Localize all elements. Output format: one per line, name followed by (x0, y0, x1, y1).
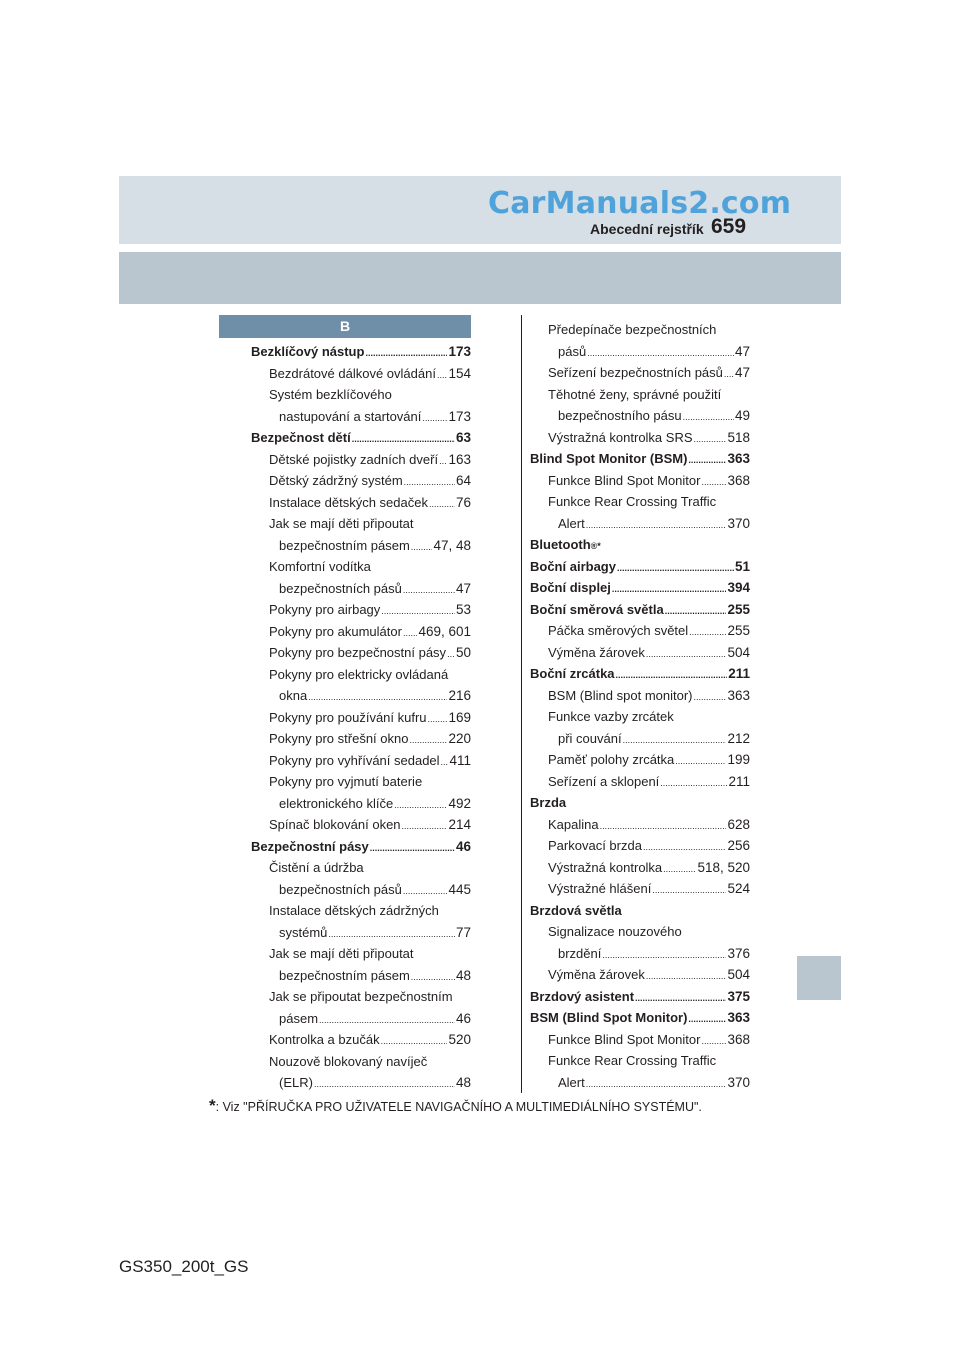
dot-leader (701, 472, 726, 494)
dot-leader (586, 1074, 727, 1096)
dot-leader (694, 687, 727, 709)
dot-leader (411, 967, 455, 989)
index-entry (251, 535, 471, 557)
index-entry (251, 986, 471, 1008)
index-entry-page: 445 (448, 881, 471, 897)
index-entry-page: 49 (734, 408, 750, 423)
index-entry (530, 814, 750, 836)
index-entry-page: 173 (448, 344, 471, 359)
index-column-right (530, 319, 750, 1093)
index-entry-term: Bezklíčový nástup (251, 344, 365, 359)
index-entry (530, 943, 750, 965)
index-entry-term: Brzdový asistent (530, 988, 635, 1004)
index-entry (530, 513, 750, 535)
index-entry (251, 836, 471, 858)
index-entry: Bluetooth ®* (530, 534, 750, 556)
index-entry-term: Funkce vazby zrcátek (548, 709, 674, 724)
index-entry-page: 48 (455, 967, 471, 983)
index-entry (251, 427, 471, 449)
index-entry (530, 964, 750, 986)
dot-leader (646, 644, 727, 666)
index-entry (530, 986, 750, 1008)
dot-leader (612, 579, 727, 601)
index-entry (251, 642, 471, 664)
index-entry-page: 220 (448, 731, 471, 746)
index-entry-term: Výstražná kontrolka (548, 859, 663, 875)
chapter-side-tab (797, 956, 841, 1000)
index-entry-page: 211 (728, 666, 750, 681)
index-entry-term: Jak se mají děti připoutat (269, 946, 414, 961)
index-entry-term: Bezpečnostní pásy (251, 838, 369, 854)
index-entry-page: 163 (448, 451, 471, 467)
index-entry-page: 518, 520 (697, 859, 750, 875)
index-entry (251, 1008, 471, 1030)
index-entry (251, 922, 471, 944)
index-entry-page: 76 (455, 494, 471, 510)
index-column-left (251, 341, 471, 1094)
index-entry (251, 363, 471, 385)
index-entry-term: systémů (279, 924, 328, 940)
index-entry-page: 46 (455, 1010, 471, 1026)
dot-leader (328, 924, 455, 946)
index-entry-term: Dětské pojistky zadních dveří (269, 451, 439, 467)
dot-leader (314, 1074, 455, 1096)
index-entry-term: Komfortní vodítka (269, 559, 371, 574)
index-entry-page: 368 (727, 1031, 750, 1047)
index-entry (530, 749, 750, 771)
index-entry-page: 255 (727, 601, 750, 617)
index-entry-term: Čistění a údržba (269, 860, 364, 875)
index-entry-page: 216 (448, 688, 471, 703)
index-entry (530, 921, 750, 943)
index-entry (251, 578, 471, 600)
dot-leader (403, 580, 455, 602)
index-entry (530, 448, 750, 470)
index-entry (251, 1029, 471, 1051)
index-entry-term: Boční zrcátka (530, 666, 615, 681)
index-entry (530, 771, 750, 793)
index-entry (251, 857, 471, 879)
dot-leader (683, 407, 734, 429)
index-entry-term: Jak se připoutat bezpečnostním (269, 989, 453, 1004)
dot-leader (617, 558, 734, 580)
index-entry-page: 363 (727, 687, 750, 703)
index-entry (251, 793, 471, 815)
index-entry-page: 50 (455, 645, 471, 660)
index-entry-term: Dětský zádržný systém (269, 473, 403, 488)
index-entry-page: 256 (727, 838, 750, 853)
index-entry-term: Kontrolka a bzučák (269, 1032, 380, 1047)
dot-leader (428, 709, 448, 731)
index-entry (530, 1029, 750, 1051)
index-entry (530, 470, 750, 492)
index-entry-term: pásů (558, 343, 587, 359)
index-entry-page: 363 (727, 451, 750, 466)
index-entry-page: 504 (727, 967, 750, 982)
dot-leader (688, 450, 726, 472)
index-entry-page: 47 (734, 343, 750, 359)
index-entry (251, 1072, 471, 1094)
index-entry (251, 341, 471, 363)
index-entry-term: Seřízení bezpečnostních pásů (548, 365, 723, 380)
index-entry-page: 376 (727, 945, 750, 961)
index-entry-page: 469, 601 (418, 623, 471, 639)
index-entry-page: 520 (448, 1032, 471, 1047)
dot-leader (437, 365, 448, 387)
index-entry-page: 363 (727, 1010, 750, 1025)
index-entry (530, 685, 750, 707)
index-entry-page: 47, 48 (433, 537, 471, 553)
index-entry-page: 214 (448, 817, 471, 832)
index-entry-term: Boční airbagy (530, 558, 616, 574)
index-entry-term: Seřízení a sklopení (548, 773, 660, 789)
index-entry-term: Bezdrátové dálkové ovládání (269, 365, 436, 381)
index-entry-page: 368 (727, 472, 750, 488)
index-entry-page: 370 (727, 515, 750, 531)
index-entry (530, 599, 750, 621)
index-entry (251, 728, 471, 750)
index-entry (251, 470, 471, 492)
index-entry-term: Paměť polohy zrcátka (548, 752, 675, 767)
index-entry-term: Funkce Blind Spot Monitor (548, 472, 701, 488)
index-entry-term: Funkce Blind Spot Monitor (548, 1031, 701, 1047)
dot-leader (643, 837, 727, 859)
index-entry-term: Brzdová světla (530, 902, 622, 918)
index-entry-term: Výměna žárovek (548, 967, 645, 982)
index-entry-term: Předepínače bezpečnostních (548, 322, 717, 337)
dot-leader (688, 1009, 726, 1031)
dot-leader (652, 880, 726, 902)
index-entry-page: 504 (727, 644, 750, 660)
index-entry-term: brzdění (558, 945, 602, 961)
index-entry-term: Alert (558, 1074, 585, 1090)
model-code: GS350_200t_GS (119, 1257, 249, 1276)
index-entry-term: Pokyny pro elektricky ovládaná (269, 666, 449, 682)
index-entry-term: Instalace dětských sedaček (269, 494, 428, 510)
index-entry-page: 64 (455, 473, 471, 488)
index-entry (530, 1050, 750, 1072)
index-entry-term: bezpečnostním pásem (279, 537, 410, 553)
index-entry (530, 878, 750, 900)
index-entry-page: 46 (455, 838, 471, 854)
dot-leader (439, 451, 447, 473)
dot-leader (586, 515, 727, 537)
index-entry (251, 707, 471, 729)
index-entry-term: Funkce Rear Crossing Traffic (548, 1053, 717, 1068)
dot-leader (394, 795, 447, 817)
index-entry-page: 375 (727, 988, 750, 1004)
index-entry (251, 599, 471, 621)
index-entry-term: Systém bezklíčového (269, 387, 392, 402)
dot-leader (352, 429, 455, 451)
dot-leader (381, 601, 455, 623)
dot-leader (694, 429, 727, 451)
index-entry (530, 427, 750, 449)
index-entry-term: Kapalina (548, 816, 599, 832)
index-entry-page: 370 (727, 1074, 750, 1090)
index-entry-page: 394 (727, 580, 750, 595)
index-entry (251, 513, 471, 535)
index-entry-page: 212 (727, 730, 750, 746)
index-entry-term: bezpečnostních pásů (279, 881, 402, 897)
dot-leader (308, 687, 447, 709)
index-entry-page: 47 (455, 580, 471, 596)
index-entry-term: BSM (Blind spot monitor) (548, 687, 693, 703)
index-entry-page: 518 (727, 429, 750, 445)
index-entry-term: Výměna žárovek (548, 644, 645, 660)
index-entry-term: pásem (279, 1010, 319, 1026)
index-entry-term: elektronického klíče (279, 795, 394, 811)
index-entry (251, 943, 471, 965)
dot-leader (411, 537, 433, 559)
index-entry-term: Boční displej (530, 580, 611, 595)
dot-leader (404, 472, 455, 494)
index-entry (530, 1072, 750, 1094)
dot-leader (447, 644, 455, 666)
index-entry (251, 384, 471, 406)
index-entry (251, 492, 471, 514)
index-entry-page: 169 (448, 709, 471, 725)
dot-leader (365, 343, 447, 365)
dot-leader (429, 494, 455, 516)
dot-leader (441, 752, 449, 774)
index-entry-page: 63 (455, 430, 471, 445)
index-entry-term: Jak se mají děti připoutat (269, 516, 414, 531)
dot-leader (422, 408, 447, 430)
dot-leader (635, 988, 726, 1010)
index-entry-term: okna (279, 688, 308, 703)
dot-leader (665, 601, 727, 623)
index-entry-term: Pokyny pro vyjmutí baterie (269, 774, 423, 789)
index-entry-term: bezpečnostních pásů (279, 580, 402, 596)
index-entry (530, 341, 750, 363)
index-entry-page: 154 (448, 365, 471, 381)
index-entry (530, 620, 750, 642)
index-entry-term: Signalizace nouzového (548, 924, 682, 939)
dot-leader (646, 966, 727, 988)
dot-leader (675, 751, 726, 773)
footnote-marker: * (209, 1096, 216, 1115)
index-entry (530, 319, 750, 341)
index-entry (251, 750, 471, 772)
index-entry (251, 406, 471, 428)
header-band (119, 252, 841, 304)
index-letter-header: B (219, 315, 471, 338)
index-entry (251, 814, 471, 836)
index-entry (251, 621, 471, 643)
index-entry-term: (ELR) (279, 1075, 313, 1090)
index-entry-term: Nouzově blokovaný navíječ (269, 1053, 428, 1069)
index-entry-page: 48 (455, 1075, 471, 1090)
column-divider (521, 315, 522, 1093)
index-entry-term: Boční směrová světla (530, 601, 664, 617)
index-entry-page: 173 (448, 408, 471, 424)
page-number: 659 (711, 215, 747, 238)
index-entry-page: 628 (727, 816, 750, 832)
index-entry (530, 900, 750, 922)
index-entry-page: 199 (727, 752, 750, 767)
index-entry-term: bezpečnostním pásem (279, 967, 410, 983)
dot-leader (660, 773, 727, 795)
dot-leader (381, 1031, 448, 1053)
index-entry-term: Výstražná kontrolka SRS (548, 429, 693, 445)
dot-leader (663, 859, 696, 881)
index-entry-term: při couvání (558, 730, 622, 746)
watermark-text: CarManuals2.com (488, 186, 792, 221)
index-entry (530, 491, 750, 513)
dot-leader (600, 816, 727, 838)
index-entry-term: Pokyny pro střešní okno (269, 731, 409, 746)
index-entry-term: Blind Spot Monitor (BSM) (530, 451, 688, 466)
index-entry (530, 642, 750, 664)
index-entry-page: 524 (727, 881, 750, 896)
index-entry-term: Výstražné hlášení (548, 881, 652, 896)
index-entry (251, 965, 471, 987)
index-entry-term: Pokyny pro akumulátor (269, 623, 402, 639)
section-title: Abecední rejstřík (590, 221, 704, 237)
index-entry (530, 857, 750, 879)
index-entry (530, 1007, 750, 1029)
dot-leader (602, 945, 726, 967)
dot-leader (689, 622, 726, 644)
index-entry-term: Pokyny pro bezpečnostní pásy (269, 645, 447, 660)
dot-leader (616, 665, 728, 687)
dot-leader (701, 1031, 726, 1053)
index-entry-term: Pokyny pro používání kufru (269, 709, 427, 725)
index-entry (530, 362, 750, 384)
index-entry (251, 556, 471, 578)
index-entry-term: Brzda (530, 795, 567, 810)
footnote-text: : Viz "PŘÍRUČKA PRO UŽIVATELE NAVIGAČNÍHO A MULTIMEDIÁLNÍHO SYSTÉMU". (215, 1100, 702, 1114)
index-entry-term: BSM (Blind Spot Monitor) (530, 1010, 688, 1025)
index-entry-term: Těhotné ženy, správné použití (548, 386, 722, 402)
index-entry (530, 706, 750, 728)
index-entry (530, 728, 750, 750)
index-entry-term: Funkce Rear Crossing Traffic (548, 494, 717, 509)
dot-leader (403, 623, 417, 645)
index-entry (530, 835, 750, 857)
index-entry (530, 577, 750, 599)
dot-leader (724, 364, 734, 386)
index-entry-term: Bluetooth (530, 537, 591, 552)
index-entry (251, 449, 471, 471)
dot-leader (319, 1010, 455, 1032)
index-entry-page: 255 (727, 623, 750, 638)
index-entry-page: 411 (449, 752, 471, 768)
index-entry-term: Bezpečnost dětí (251, 430, 351, 445)
index-entry (530, 384, 750, 406)
index-entry-term: Alert (558, 515, 585, 531)
index-entry-page: 53 (455, 602, 471, 617)
dot-leader (587, 343, 734, 365)
index-entry (251, 664, 471, 686)
index-entry (251, 900, 471, 922)
dot-leader (403, 881, 448, 903)
index-entry (530, 556, 750, 578)
index-entry (251, 771, 471, 793)
footnote (209, 1096, 702, 1116)
index-entry-page: 51 (734, 558, 750, 574)
index-entry (251, 879, 471, 901)
dot-leader (623, 730, 727, 752)
dot-leader (402, 816, 448, 838)
index-entry-term: nastupování a startování (279, 408, 422, 424)
index-entry (530, 405, 750, 427)
index-entry-term: Parkovací brzda (548, 838, 642, 853)
dot-leader (409, 730, 447, 752)
index-entry-term: Instalace dětských zádržných (269, 903, 439, 918)
index-entry-page: 211 (728, 773, 750, 789)
index-entry-page: 47 (734, 365, 750, 380)
index-entry (530, 792, 750, 814)
index-entry-term: Spínač blokování oken (269, 817, 401, 832)
index-entry-term: Pokyny pro vyhřívání sedadel (269, 752, 440, 768)
index-entry-term: Pokyny pro airbagy (269, 602, 381, 617)
index-entry-term: Páčka směrových světel (548, 623, 689, 638)
index-entry (251, 1051, 471, 1073)
index-entry-page: 77 (455, 924, 471, 940)
index-entry (251, 685, 471, 707)
dot-leader (370, 838, 455, 860)
index-entry-page: 492 (448, 795, 471, 811)
index-entry-term: bezpečnostního pásu (558, 408, 682, 423)
index-entry (530, 663, 750, 685)
